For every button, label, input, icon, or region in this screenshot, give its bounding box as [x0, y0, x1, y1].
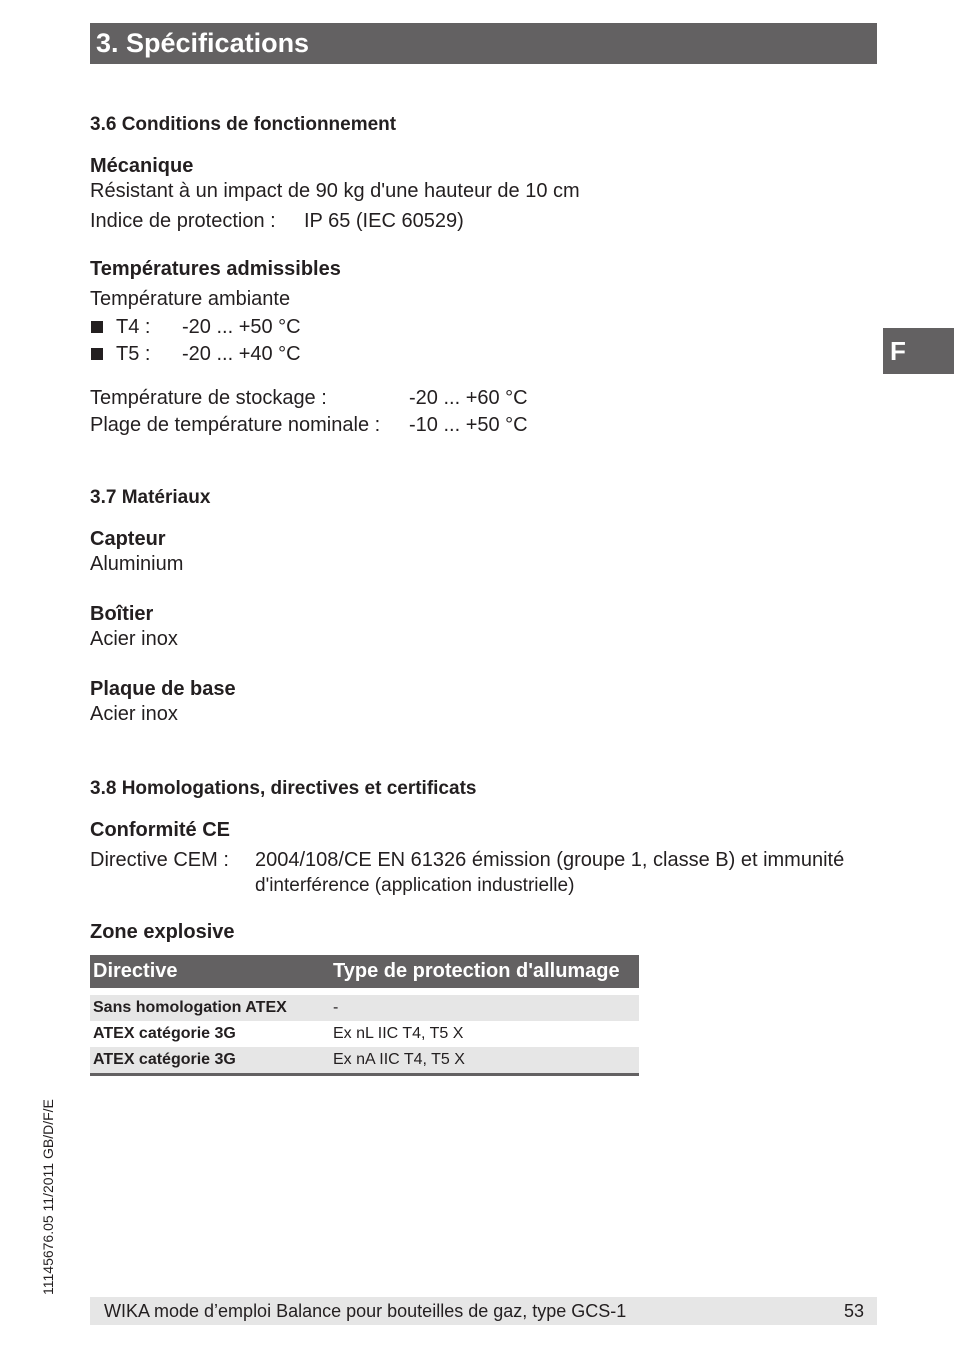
- bullet-square-icon: [91, 321, 103, 333]
- protection-value: IP 65 (IEC 60529): [304, 210, 464, 232]
- nominal-value: -10 ... +50 °C: [409, 414, 528, 436]
- table-cell: Ex nL IIC T4, T5 X: [333, 1025, 464, 1042]
- emc-text-line2: d'interférence (application industrielle): [255, 875, 575, 896]
- table-cell: ATEX catégorie 3G: [93, 1025, 236, 1042]
- table-row: [90, 1021, 639, 1047]
- case-heading: Boîtier: [90, 603, 154, 625]
- language-tab: F: [883, 328, 954, 374]
- nominal-label: Plage de température nominale :: [90, 414, 381, 436]
- table-cell: -: [333, 999, 339, 1016]
- table-cell: Ex nA IIC T4, T5 X: [333, 1051, 465, 1068]
- footer-title: WIKA mode d’emploi Balance pour bouteilles de gaz, type GCS-1: [104, 1301, 627, 1321]
- section-title-3-7: 3.7 Matériaux: [90, 487, 211, 508]
- table-bottom-rule: [90, 1073, 639, 1076]
- ce-heading: Conformité CE: [90, 819, 230, 841]
- base-plate-heading: Plaque de base: [90, 678, 236, 700]
- t4-label: T4 :: [116, 316, 151, 338]
- bullet-square-icon: [91, 348, 103, 360]
- t5-label: T5 :: [116, 343, 151, 365]
- sensor-heading: Capteur: [90, 528, 166, 550]
- storage-value: -20 ... +60 °C: [409, 387, 528, 409]
- base-plate-value: Acier inox: [90, 703, 178, 725]
- atex-table: [90, 955, 639, 1076]
- page-footer: [90, 1297, 877, 1325]
- page-number: 53: [843, 1301, 864, 1321]
- mechanical-heading: Mécanique: [90, 155, 194, 177]
- table-cell: ATEX catégorie 3G: [93, 1051, 236, 1068]
- page-title: 3. Spécifications: [90, 23, 877, 64]
- document-reference: 11145676.05 11/2011 GB/D/F/E: [40, 1099, 56, 1295]
- emc-label: Directive CEM :: [90, 849, 229, 871]
- protection-label: Indice de protection :: [90, 210, 276, 232]
- ambient-label: Température ambiante: [90, 288, 291, 310]
- impact-text: Résistant à un impact de 90 kg d'une hauteur de 10 cm: [90, 180, 580, 202]
- table-header: [90, 955, 639, 988]
- t5-value: -20 ... +40 °C: [182, 343, 301, 365]
- table-header-cell: Directive: [93, 960, 178, 982]
- section-title-3-8: 3.8 Homologations, directives et certificats: [90, 778, 477, 799]
- table-row: [90, 1047, 639, 1073]
- t4-value: -20 ... +50 °C: [182, 316, 301, 338]
- storage-label: Température de stockage :: [90, 387, 327, 409]
- temperatures-heading: Températures admissibles: [90, 258, 341, 280]
- section-title-3-6: 3.6 Conditions de fonctionnement: [90, 114, 397, 135]
- table-row: [90, 995, 639, 1021]
- emc-text-line1: 2004/108/CE EN 61326 émission (groupe 1, classe B) et immunité: [255, 849, 845, 871]
- table-spacer: [90, 988, 639, 995]
- case-value: Acier inox: [90, 628, 178, 650]
- sensor-value: Aluminium: [90, 553, 184, 575]
- table-header-cell: Type de protection d'allumage: [333, 960, 620, 982]
- table-cell: Sans homologation ATEX: [93, 999, 287, 1016]
- explosive-zone-heading: Zone explosive: [90, 921, 235, 943]
